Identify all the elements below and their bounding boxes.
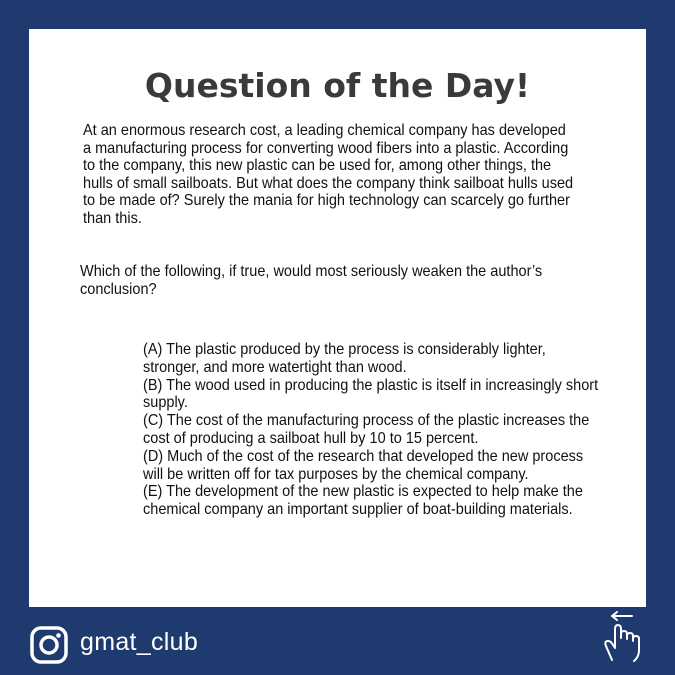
choice-d[interactable]: (D) Much of the cost of the research that developed the new process will be written off for tax purposes by the chemical company. [143,447,584,483]
choice-b[interactable]: (B) The wood used in producing the plastic is itself in increasingly short supply. [143,376,599,412]
choice-a[interactable]: (A) The plastic produced by the process is considerably lighter, stronger, and more watertight than wood. [143,341,546,376]
choice-c[interactable]: (C) The cost of the manufacturing process of the plastic increases the cost of producing a sailboat hull by 10 to 15 percent. [143,412,590,447]
instagram-icon[interactable] [30,626,68,664]
swipe-hand-icon [598,610,648,664]
instagram-handle[interactable]: gmat_club [80,628,199,656]
answer-choices [143,341,599,519]
choice-e[interactable]: (E) The development of the new plastic is expected to help make the chemical company an important supplier of boat-building materials. [143,483,583,519]
question-stem: Which of the following, if true, would most seriously weaken the author’s conclusion? [80,263,543,298]
passage-text: At an enormous research cost, a leading chemical company has developed a manufacturing process for converting wood fibers into a plastic. According to the company, this new plastic can be used for, among other things, the hulls of small sailboats. But what does the company think sailboat hulls used to be made of? Surely the mania for high technology can scarcely go further than this. [83,122,574,227]
page-title: Question of the Day! [144,66,531,105]
question-card [29,29,646,607]
